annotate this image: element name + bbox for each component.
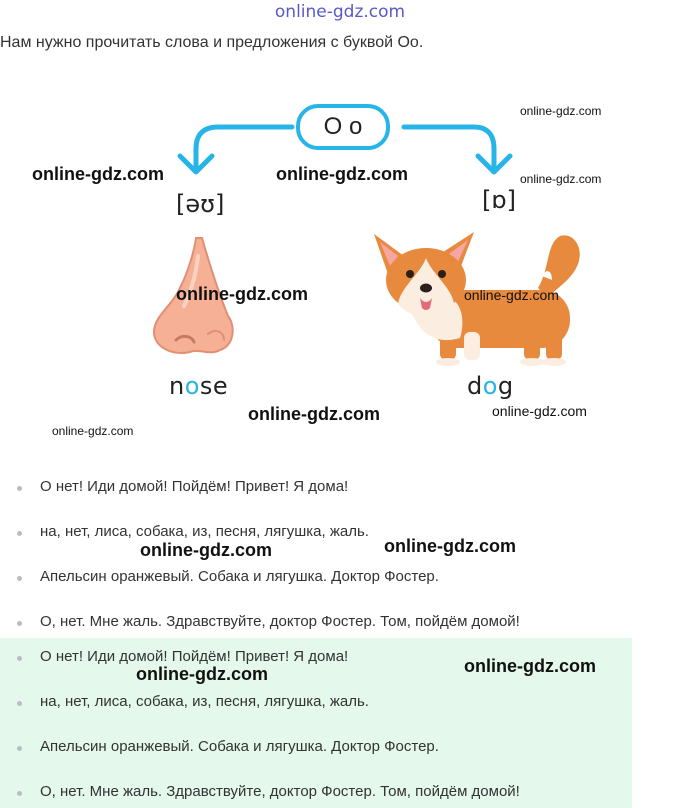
bullet — [17, 656, 22, 661]
watermark: online-gdz.com — [32, 164, 164, 184]
watermark: online-gdz.com — [176, 284, 308, 304]
watermark: online-gdz.com — [276, 164, 408, 184]
list-item: Апельсин оранжевый. Собака и лягушка. Доктор Фостер. — [40, 738, 439, 755]
list-item: Апельсин оранжевый. Собака и лягушка. Доктор Фостер. — [40, 568, 439, 585]
bullet — [17, 791, 22, 796]
watermark: online-gdz.com — [520, 104, 602, 118]
bullet — [17, 531, 22, 536]
bullet — [17, 576, 22, 581]
bullet — [17, 486, 22, 491]
list-item: О нет! Иди домой! Пойдём! Привет! Я дома! — [40, 648, 349, 665]
bullet — [17, 746, 22, 751]
watermark: online-gdz.com — [464, 656, 596, 676]
watermark: online-gdz.com — [136, 664, 268, 684]
bullet — [17, 621, 22, 626]
watermark: online-gdz.com — [140, 540, 272, 560]
list-item: О нет! Иди домой! Пойдём! Привет! Я дома! — [40, 478, 349, 495]
left-phonetic: [əʊ] — [176, 190, 225, 218]
watermark: online-gdz.com — [492, 403, 587, 419]
watermark: online-gdz.com — [384, 536, 516, 556]
watermark: online-gdz.com — [248, 404, 380, 424]
intro-text: Нам нужно прочитать слова и предложения с буквой Оо. — [0, 34, 424, 51]
letter-box: О о — [296, 104, 390, 150]
list-item: О, нет. Мне жаль. Здравствуйте, доктор Фостер. Том, пойдём домой! — [40, 783, 520, 800]
list-item: на, нет, лиса, собака, из, песня, лягушка, жаль. — [40, 693, 369, 710]
watermark: online-gdz.com — [52, 424, 134, 438]
word-dog: dog — [467, 372, 514, 400]
right-arrow — [404, 127, 494, 170]
watermark: online-gdz.com — [464, 287, 559, 303]
watermark: online-gdz.com — [520, 172, 602, 186]
list-item: на, нет, лиса, собака, из, песня, лягушка, жаль. — [40, 523, 369, 540]
word-nose: nose — [169, 372, 229, 400]
bullet — [17, 701, 22, 706]
right-phonetic: [ɒ] — [482, 186, 516, 214]
list-item: О, нет. Мне жаль. Здравствуйте, доктор Фостер. Том, пойдём домой! — [40, 613, 520, 630]
header-watermark: online-gdz.com — [274, 2, 406, 22]
